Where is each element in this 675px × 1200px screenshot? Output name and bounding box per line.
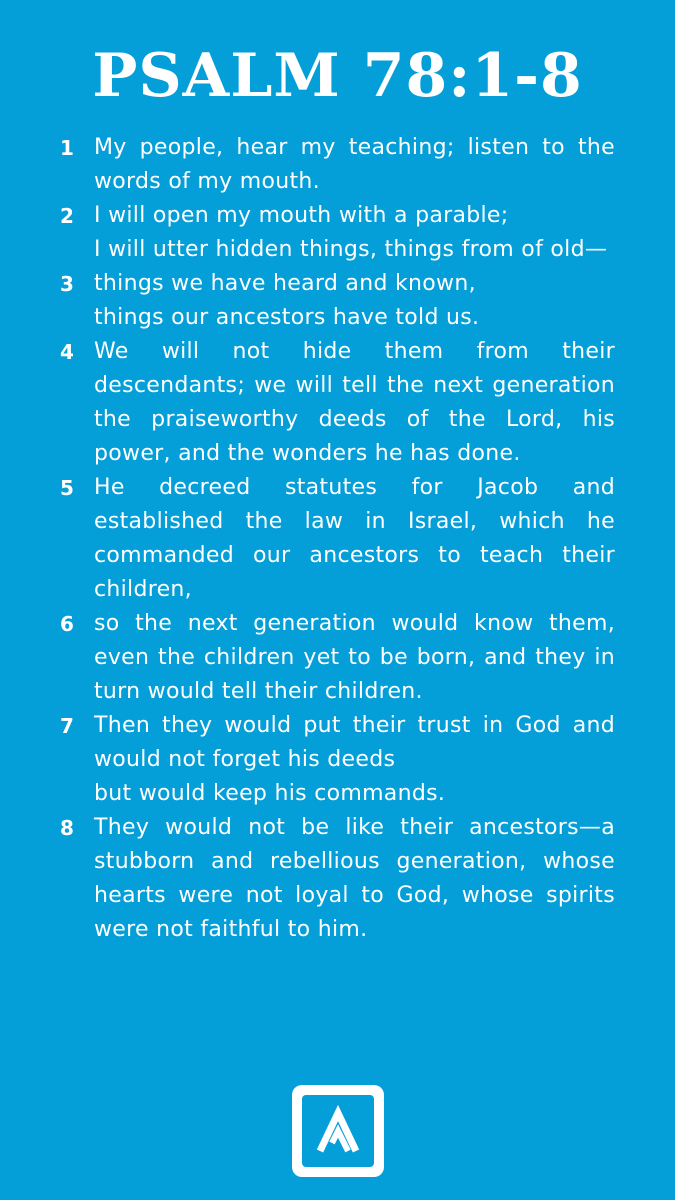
verse-number: 3 — [60, 272, 74, 296]
verse-1 — [60, 131, 615, 199]
verse-4 — [60, 335, 615, 471]
verse-text: things we have heard and known, things our ancestors have told us. — [94, 271, 480, 330]
verse-number: 8 — [60, 816, 74, 840]
page-title: PSALM 78:1-8 — [92, 41, 583, 111]
verse-7 — [60, 709, 615, 811]
verse-number: 7 — [60, 714, 74, 738]
verse-number: 4 — [60, 340, 74, 364]
verse-2 — [60, 199, 615, 267]
verse-text: I will open my mouth with a parable; I will utter hidden things, things from of old— — [94, 203, 608, 262]
verse-text: He decreed statutes for Jacob and established the law in Israel, which he commanded our ancestors to teach their children, — [94, 475, 615, 602]
verse-3 — [60, 267, 615, 335]
verse-text: My people, hear my teaching; listen to the words of my mouth. — [94, 135, 615, 194]
verse-text: so the next generation would know them, even the children yet to be born, and they in turn would tell their children. — [94, 611, 615, 704]
verse-6 — [60, 607, 615, 709]
verse-number: 6 — [60, 612, 74, 636]
verse-text: We will not hide them from their descendants; we will tell the next generation the praiseworthy deeds of the Lord, his power, and the wonders he has done. — [94, 339, 615, 466]
verse-8 — [60, 811, 615, 947]
verse-text: They would not be like their ancestors—a stubborn and rebellious generation, whose hearts were not loyal to God, whose spirits were not faithful to him. — [94, 815, 615, 942]
verse-number: 2 — [60, 204, 74, 228]
brand-logo — [292, 1085, 384, 1177]
verse-list — [60, 131, 615, 947]
verse-number: 1 — [60, 136, 74, 160]
verse-text: Then they would put their trust in God and would not forget his deeds but would keep his commands. — [94, 713, 615, 806]
abstract-a-logo-icon — [302, 1095, 374, 1167]
verse-5 — [60, 471, 615, 607]
logo-inner — [302, 1095, 374, 1167]
verse-number: 5 — [60, 476, 74, 500]
